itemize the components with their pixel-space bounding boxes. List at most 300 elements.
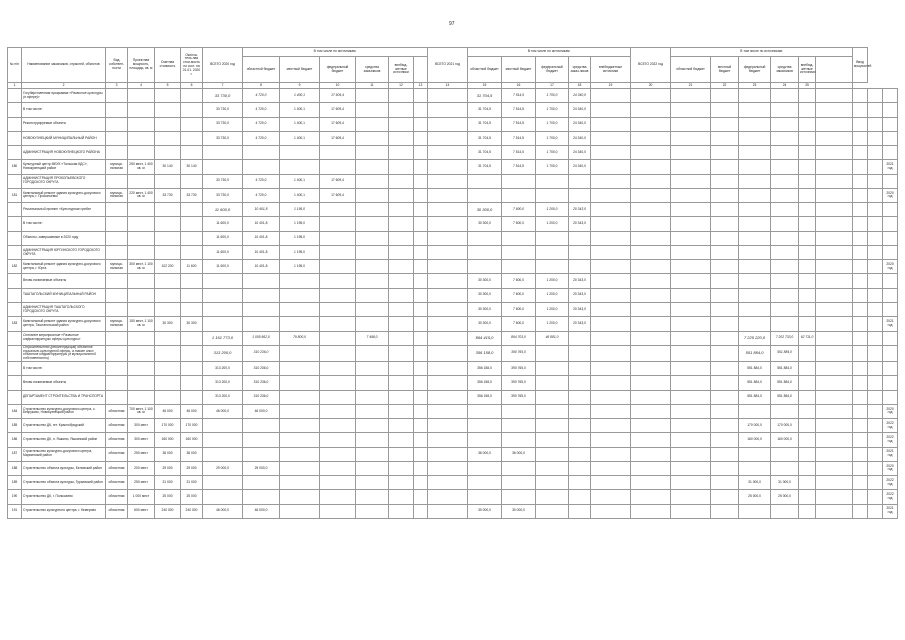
header-sub-2020: областной бюджет bbox=[243, 57, 280, 83]
row-value: 7 225 220,0 bbox=[739, 331, 771, 345]
row-value: 2021 год bbox=[883, 504, 898, 518]
row-value bbox=[203, 476, 243, 490]
row-value bbox=[320, 331, 356, 345]
row-value: 2021 год bbox=[883, 447, 898, 461]
row-value: 20 343,0 bbox=[569, 302, 591, 316]
row-ownership: муници-пальная bbox=[106, 260, 128, 274]
row-value bbox=[799, 302, 816, 316]
row-value bbox=[868, 288, 883, 302]
row-value bbox=[883, 103, 898, 117]
row-remaining: 11 600 bbox=[181, 260, 203, 274]
row-value bbox=[320, 390, 356, 404]
row-value: 1 400,1 bbox=[280, 174, 320, 188]
table-row bbox=[8, 461, 898, 475]
table-row bbox=[8, 203, 898, 217]
row-capacity bbox=[128, 231, 155, 245]
row-value bbox=[389, 302, 414, 316]
row-value: 2021 год bbox=[883, 160, 898, 174]
row-value: 7 600,0 bbox=[502, 288, 536, 302]
row-value bbox=[389, 146, 414, 160]
row-value: 1 200,0 bbox=[536, 203, 569, 217]
row-value: 36 000,0 bbox=[502, 447, 536, 461]
row-value: 2022 год bbox=[883, 476, 898, 490]
row-value bbox=[771, 146, 799, 160]
row-value bbox=[356, 217, 389, 231]
row-value bbox=[771, 461, 799, 475]
row-capacity: 600 мест bbox=[128, 504, 155, 518]
row-value bbox=[853, 390, 868, 404]
row-value bbox=[243, 490, 280, 504]
row-value: 17 609,4 bbox=[320, 103, 356, 117]
row-name: Региональный проект «Культурная среда» bbox=[22, 203, 106, 217]
row-value bbox=[356, 131, 389, 145]
row-value bbox=[414, 260, 428, 274]
row-value: 1 195,0 bbox=[280, 217, 320, 231]
row-value: 7 514,5 bbox=[502, 103, 536, 117]
row-value bbox=[591, 302, 631, 316]
row-value: 10 401,8 bbox=[243, 231, 280, 245]
row-ownership: областная bbox=[106, 419, 128, 433]
row-ownership bbox=[106, 302, 128, 316]
row-value bbox=[536, 476, 569, 490]
row-remaining: 46 000 bbox=[181, 404, 203, 418]
row-value bbox=[428, 476, 468, 490]
row-value bbox=[414, 288, 428, 302]
row-value bbox=[536, 188, 569, 202]
row-cost: 160 000 bbox=[155, 433, 181, 447]
row-value bbox=[711, 117, 739, 131]
row-value bbox=[389, 376, 414, 390]
row-value bbox=[591, 231, 631, 245]
row-value bbox=[771, 188, 799, 202]
row-value bbox=[711, 376, 739, 390]
row-value: 20 343,0 bbox=[569, 274, 591, 288]
row-value bbox=[739, 103, 771, 117]
row-value bbox=[428, 188, 468, 202]
row-value bbox=[280, 376, 320, 390]
row-value: 10 401,8 bbox=[243, 203, 280, 217]
row-name: ТАШТАГОЛЬСКИЙ МУНИЦИПАЛЬНЫЙ РАЙОН bbox=[22, 288, 106, 302]
row-value bbox=[320, 404, 356, 418]
row-value bbox=[356, 288, 389, 302]
row-value bbox=[671, 476, 711, 490]
row-name: АДМИНИСТРАЦИЯ ТАШТАГОЛЬСКОГО ГОРОДСКОГО ОКРУГА bbox=[22, 302, 106, 316]
row-value: 20 343,0 bbox=[569, 317, 591, 331]
row-value: 7 600,0 bbox=[502, 274, 536, 288]
row-value: 1 200,0 bbox=[536, 274, 569, 288]
row-name: Вновь начинаемые объекты bbox=[22, 376, 106, 390]
row-value bbox=[711, 217, 739, 231]
row-value bbox=[428, 331, 468, 345]
row-ownership bbox=[106, 231, 128, 245]
row-value bbox=[631, 131, 671, 145]
row-value bbox=[428, 504, 468, 518]
row-cost bbox=[155, 117, 181, 131]
row-value: 30 300,0 bbox=[468, 302, 502, 316]
row-value bbox=[671, 274, 711, 288]
row-ownership bbox=[106, 146, 128, 160]
row-value: 7 498,0 bbox=[356, 331, 389, 345]
row-value bbox=[711, 288, 739, 302]
row-value bbox=[280, 476, 320, 490]
header-name: Наименование заказчиков, отраслей, объектов bbox=[22, 48, 106, 83]
row-value: 20 343,0 bbox=[569, 217, 591, 231]
row-value bbox=[711, 103, 739, 117]
row-value bbox=[816, 245, 853, 259]
row-value bbox=[428, 433, 468, 447]
row-value bbox=[280, 274, 320, 288]
row-name: Государственная программа «Развитие культуры (в сфере)» bbox=[22, 89, 106, 103]
row-value: 1 195,0 bbox=[280, 245, 320, 259]
row-value bbox=[853, 160, 868, 174]
row-value bbox=[739, 447, 771, 461]
row-value bbox=[414, 447, 428, 461]
row-value bbox=[320, 160, 356, 174]
row-capacity bbox=[128, 302, 155, 316]
row-value bbox=[711, 245, 739, 259]
row-value bbox=[799, 260, 816, 274]
row-number bbox=[8, 361, 22, 375]
row-name: ДЕПАРТАМЕНТ СТРОИТЕЛЬСТВА И ТРАНСПОРТА bbox=[22, 390, 106, 404]
row-value bbox=[816, 260, 853, 274]
row-name: Строительство ДК, п. Яшкино, Яшкинский район bbox=[22, 433, 106, 447]
row-value bbox=[569, 376, 591, 390]
row-cost bbox=[155, 174, 181, 188]
row-cost bbox=[155, 231, 181, 245]
row-value: 1 700,0 bbox=[536, 160, 569, 174]
row-value bbox=[243, 317, 280, 331]
row-value: 29 000,0 bbox=[243, 461, 280, 475]
row-value bbox=[203, 288, 243, 302]
header-group-2021: В том числе по источникам: bbox=[468, 48, 631, 57]
row-value bbox=[671, 302, 711, 316]
row-value bbox=[414, 245, 428, 259]
row-value bbox=[356, 317, 389, 331]
row-value bbox=[799, 245, 816, 259]
row-value bbox=[389, 231, 414, 245]
row-value bbox=[414, 433, 428, 447]
row-value bbox=[816, 146, 853, 160]
row-value bbox=[320, 504, 356, 518]
row-value bbox=[591, 331, 631, 345]
row-value bbox=[502, 245, 536, 259]
row-remaining: 33 730 bbox=[181, 188, 203, 202]
row-value bbox=[868, 203, 883, 217]
row-value bbox=[428, 317, 468, 331]
row-value bbox=[356, 476, 389, 490]
row-value: 24 340,0 bbox=[569, 89, 591, 103]
row-value bbox=[414, 490, 428, 504]
column-number: 18 bbox=[569, 83, 591, 89]
row-number: 191 bbox=[8, 504, 22, 518]
row-capacity bbox=[128, 131, 155, 145]
row-value bbox=[671, 504, 711, 518]
row-value: 1 400,1 bbox=[280, 103, 320, 117]
row-value bbox=[739, 245, 771, 259]
row-value bbox=[816, 331, 853, 345]
row-value bbox=[739, 461, 771, 475]
row-value bbox=[243, 433, 280, 447]
row-cost bbox=[155, 376, 181, 390]
row-value bbox=[671, 419, 711, 433]
row-value bbox=[739, 160, 771, 174]
row-value bbox=[356, 203, 389, 217]
row-value: 310 236,0 bbox=[243, 376, 280, 390]
row-value bbox=[428, 131, 468, 145]
row-name: Капитальный ремонт здания культурно-досугового центра, г. Прокопьевск bbox=[22, 188, 106, 202]
row-capacity: 250 мест bbox=[128, 447, 155, 461]
row-capacity: 1 000 мест bbox=[128, 490, 155, 504]
row-value bbox=[816, 447, 853, 461]
row-value bbox=[883, 231, 898, 245]
row-value bbox=[591, 146, 631, 160]
header-total-2021: ВСЕГО 2021 год bbox=[428, 48, 468, 83]
column-number: 10 bbox=[320, 83, 356, 89]
row-value bbox=[389, 331, 414, 345]
row-value bbox=[536, 174, 569, 188]
row-value bbox=[389, 160, 414, 174]
row-value bbox=[591, 274, 631, 288]
row-capacity bbox=[128, 331, 155, 345]
row-value bbox=[883, 376, 898, 390]
row-value bbox=[428, 203, 468, 217]
row-name: Строительство объекта культуры, Гурьевский район bbox=[22, 476, 106, 490]
row-value bbox=[356, 174, 389, 188]
row-value: 31 704,5 bbox=[468, 103, 502, 117]
row-value: 1 200,0 bbox=[536, 317, 569, 331]
row-value bbox=[389, 404, 414, 418]
row-value bbox=[280, 361, 320, 375]
row-value: 551 884,0 bbox=[771, 361, 799, 375]
column-number: 16 bbox=[502, 83, 536, 89]
row-value bbox=[631, 490, 671, 504]
row-cost bbox=[155, 217, 181, 231]
row-value bbox=[356, 376, 389, 390]
header-sub-2022: внебюд-жетные источники bbox=[799, 57, 816, 83]
row-value bbox=[631, 288, 671, 302]
row-value bbox=[883, 288, 898, 302]
row-value bbox=[883, 217, 898, 231]
row-value: 31 704,5 bbox=[468, 160, 502, 174]
row-value bbox=[739, 288, 771, 302]
row-value bbox=[320, 274, 356, 288]
row-value bbox=[711, 89, 739, 103]
row-value: 390 765,0 bbox=[502, 345, 536, 361]
row-value bbox=[883, 245, 898, 259]
row-value bbox=[671, 390, 711, 404]
row-value bbox=[428, 390, 468, 404]
row-value bbox=[853, 203, 868, 217]
table-row bbox=[8, 146, 898, 160]
row-value bbox=[816, 174, 853, 188]
row-value: 30 300,0 bbox=[468, 274, 502, 288]
row-value bbox=[816, 103, 853, 117]
row-cost bbox=[155, 245, 181, 259]
row-value: 11 600,0 bbox=[203, 231, 243, 245]
row-remaining bbox=[181, 146, 203, 160]
row-value bbox=[671, 131, 711, 145]
row-value: 17 609,4 bbox=[320, 188, 356, 202]
column-number: 17 bbox=[536, 83, 569, 89]
investment-table bbox=[7, 47, 898, 519]
row-name: В том числе: bbox=[22, 361, 106, 375]
row-name: Строительство (реконструкция) объектов социально-культурной сферы, а также иных объектов инфраструктуры (в муниципальной собственности) bbox=[22, 345, 106, 361]
row-value bbox=[883, 89, 898, 103]
row-value: 551 884,0 bbox=[771, 376, 799, 390]
row-cost: 36 000 bbox=[155, 447, 181, 461]
row-capacity: 200 мест bbox=[128, 461, 155, 475]
row-value bbox=[883, 146, 898, 160]
row-value bbox=[711, 361, 739, 375]
table-row bbox=[8, 131, 898, 145]
row-remaining bbox=[181, 390, 203, 404]
row-value bbox=[280, 419, 320, 433]
row-value: 4 720,0 bbox=[243, 174, 280, 188]
header-sub-2020-blank bbox=[414, 57, 428, 83]
row-ownership bbox=[106, 203, 128, 217]
row-value bbox=[868, 447, 883, 461]
table-row bbox=[8, 231, 898, 245]
row-value bbox=[389, 288, 414, 302]
row-value bbox=[771, 103, 799, 117]
row-value: 46 000,0 bbox=[243, 404, 280, 418]
row-value bbox=[428, 302, 468, 316]
row-value bbox=[280, 302, 320, 316]
column-number: 23 bbox=[739, 83, 771, 89]
row-name: Объекты, завершаемые в 2020 году bbox=[22, 231, 106, 245]
row-value bbox=[320, 288, 356, 302]
row-value: 46 000,0 bbox=[203, 404, 243, 418]
row-number: 186 bbox=[8, 433, 22, 447]
row-value: 17 609,4 bbox=[320, 131, 356, 145]
row-ownership: муници-пальная bbox=[106, 188, 128, 202]
row-value bbox=[671, 160, 711, 174]
row-value bbox=[739, 302, 771, 316]
row-value bbox=[631, 331, 671, 345]
row-ownership: областная bbox=[106, 404, 128, 418]
row-value bbox=[536, 419, 569, 433]
row-value bbox=[502, 490, 536, 504]
row-value bbox=[414, 131, 428, 145]
row-value bbox=[389, 117, 414, 131]
table-row bbox=[8, 331, 898, 345]
row-value bbox=[356, 419, 389, 433]
row-value bbox=[591, 288, 631, 302]
row-value bbox=[631, 146, 671, 160]
row-cost bbox=[155, 390, 181, 404]
row-ownership bbox=[106, 274, 128, 288]
row-value bbox=[631, 160, 671, 174]
column-number: 25 bbox=[799, 83, 816, 89]
row-value bbox=[356, 160, 389, 174]
row-remaining: 36 000 bbox=[181, 447, 203, 461]
row-value bbox=[816, 231, 853, 245]
row-value bbox=[631, 260, 671, 274]
row-value bbox=[591, 476, 631, 490]
row-value: 31 704,5 bbox=[468, 131, 502, 145]
row-value bbox=[428, 174, 468, 188]
row-capacity bbox=[128, 245, 155, 259]
row-value: 20 343,0 bbox=[569, 288, 591, 302]
row-value bbox=[243, 146, 280, 160]
row-value: 10 401,8 bbox=[243, 245, 280, 259]
row-value bbox=[389, 490, 414, 504]
row-value: 7 600,0 bbox=[502, 317, 536, 331]
row-cost: 31 000 bbox=[155, 476, 181, 490]
row-ownership: областная bbox=[106, 447, 128, 461]
row-ownership: муници-пальная bbox=[106, 160, 128, 174]
row-value bbox=[853, 117, 868, 131]
row-value: 30 000,0 bbox=[468, 504, 502, 518]
row-value bbox=[711, 174, 739, 188]
row-value bbox=[280, 345, 320, 361]
table-row bbox=[8, 476, 898, 490]
row-ownership bbox=[106, 361, 128, 375]
row-value bbox=[320, 231, 356, 245]
row-value bbox=[671, 447, 711, 461]
row-value bbox=[799, 433, 816, 447]
row-value bbox=[868, 331, 883, 345]
row-value bbox=[868, 188, 883, 202]
row-value: 310 236,0 bbox=[243, 361, 280, 375]
row-value bbox=[320, 433, 356, 447]
row-value: 62 711,0 bbox=[799, 331, 816, 345]
row-value bbox=[569, 447, 591, 461]
row-value bbox=[414, 376, 428, 390]
row-value bbox=[711, 390, 739, 404]
row-value bbox=[591, 490, 631, 504]
row-value bbox=[468, 188, 502, 202]
column-number: 4 bbox=[128, 83, 155, 89]
row-value: 33 730,0 bbox=[203, 188, 243, 202]
row-value: 7 514,5 bbox=[502, 160, 536, 174]
row-value bbox=[868, 433, 883, 447]
row-value bbox=[853, 89, 868, 103]
row-value bbox=[428, 160, 468, 174]
row-value bbox=[853, 419, 868, 433]
row-value bbox=[883, 274, 898, 288]
row-capacity: 300 мест, 1 100 кв. м bbox=[128, 260, 155, 274]
row-cost: 102 200 bbox=[155, 260, 181, 274]
row-value bbox=[671, 231, 711, 245]
column-number: 14 bbox=[428, 83, 468, 89]
row-value bbox=[739, 89, 771, 103]
row-value bbox=[569, 245, 591, 259]
row-value bbox=[771, 274, 799, 288]
row-number bbox=[8, 89, 22, 103]
row-value bbox=[816, 203, 853, 217]
row-cost: 29 000 bbox=[155, 461, 181, 475]
row-value bbox=[428, 447, 468, 461]
row-ownership: областная bbox=[106, 476, 128, 490]
row-value: 24 340,0 bbox=[569, 146, 591, 160]
row-cost: 170 000 bbox=[155, 419, 181, 433]
row-value bbox=[389, 361, 414, 375]
row-number bbox=[8, 274, 22, 288]
row-capacity bbox=[128, 288, 155, 302]
column-number: 13 bbox=[414, 83, 428, 89]
header-sub-2021: областной бюджет bbox=[468, 57, 502, 83]
row-value bbox=[771, 217, 799, 231]
row-value bbox=[631, 345, 671, 361]
row-capacity: 300 мест bbox=[128, 433, 155, 447]
row-value bbox=[739, 231, 771, 245]
header-sub-2020: внебюд-жетные источники bbox=[389, 57, 414, 83]
row-value bbox=[739, 260, 771, 274]
row-name: Капитальный ремонт здания культурно-досугового центра, г. Юрга bbox=[22, 260, 106, 274]
row-value: 310 236,0 bbox=[243, 345, 280, 361]
row-value bbox=[868, 404, 883, 418]
